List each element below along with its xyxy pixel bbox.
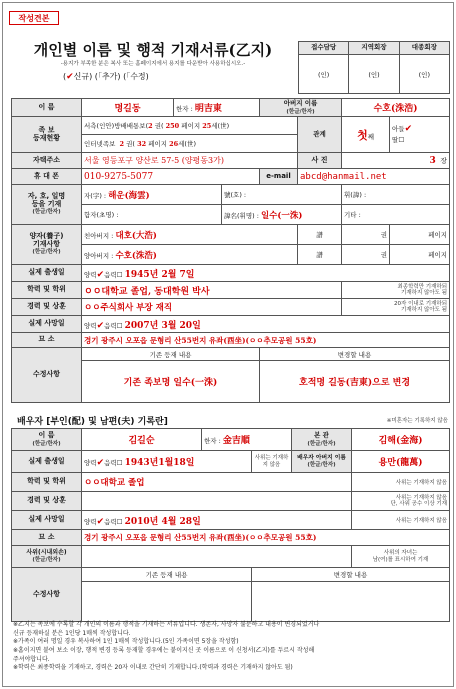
bracket-2: 「	[126, 72, 131, 81]
check-mark[interactable]: ✔	[66, 72, 74, 82]
sp-father-sub: (한글/한자)	[307, 461, 336, 468]
adopt-vol-label-2: 譜	[298, 245, 342, 265]
sp-son-in-law-sub: (한글/한자)	[32, 556, 61, 563]
spouse-title: 배우자 [부인(配) 및 남편(夫) 기록란]	[17, 417, 168, 427]
footnote-1: ※乙지는 족보에 수록할 각 개인의 이름과 행적을 기재하는 서류입니다. 생존자, 사망자 불문하고 내용이 변경되었거나	[13, 621, 320, 628]
before-header: 기존 등재 내용	[82, 348, 260, 361]
person-table: 이 름 명길동 한자 : 明吉東 아버지 이름 (한글/한자) 수호(洙浩) 족 보 등재현황 서측(인안)방배배통보(2 권( 250 페이지 25세(世) 관계 첫째 아들✔ 딸☐ 인터넷족보 2 권( 32 페이지 26세(世) 자택주소 서울 영등포구 양산로 57-5 (양평동3가) 사 진 3 장 휴 대 폰 010-9275-5077 e-mail abcd@hanmail.net 자, 호, 일명 등을 기재 (한글/한자) 자(字) : 해운(海雲) 號(호) : 휘(諱) : 함자(초명) : 諱名(휘명) : 일수(一洙) 기타 : 양자(養子) 기재사항 (한글/한자) 친아버지 : 대호(大浩) 譜 권 페이지 양아버지 : 수호(洙浩) 譜 권 페이지 실제 출생일 양력✔음력☐ 1945년 2월 7일 학력 및 학위 ㅇㅇ대학교 졸업, 동대학원 박사 최종학력만 기재하되 기재하지 않아도 됨 경력 및 상훈 ㅇㅇ주식회사 부장 재직 20자 이내로 기재하되 기재하지 않아도 됨 실제 사망일 양력✔음력☐ 2007년 3월 20일 묘 소 경기 광주시 오포읍 문형리 산55번지 유좌(酉坐)(ㅇㅇ추모공원 55호) 수정사항 기존 등재 내용 변경할 내용 기존 족보명 일수(一洙) 호적명 길동(吉東)으로 변경	[11, 98, 450, 403]
footnote-6: ※학력은 최종학력을 기재하고, 경력은 20자 이내로 간단히 기재합니다.(학력과 경력은 기재하지 않아도 됨)	[13, 664, 293, 672]
lineage-row2-gen[interactable]: 26	[169, 140, 179, 148]
stamp-col-3: 대종회장	[399, 42, 449, 55]
ho-label: 號(호) :	[222, 185, 342, 205]
opt-add[interactable]: 추가	[101, 72, 118, 81]
career-label: 경력 및 상훈	[12, 299, 82, 316]
paren-open: (	[63, 72, 67, 81]
form-type-options	[63, 71, 273, 82]
sp-grave-label: 묘 소	[12, 530, 82, 546]
death-label: 실제 사망일	[12, 316, 82, 333]
edu-note: 최종학력만 기재하되 기재하지 않아도 됨	[342, 282, 450, 299]
etc-label: 기타 :	[342, 205, 450, 225]
lineage-label: 족 보 등재현황	[12, 117, 82, 153]
hamja-label: 함자(초명) :	[82, 205, 222, 225]
hanja-value[interactable]: 明吉東	[194, 104, 222, 114]
sp-before-header: 기존 등재 내용	[82, 568, 252, 582]
stamp-seal-1[interactable]: (인)	[299, 55, 349, 94]
sp-father-label: 배우자 아버지 이름	[297, 455, 346, 462]
footnotes	[13, 621, 449, 673]
sp-grave-value[interactable]: 경기 광주시 오포읍 문형리 산55번지 유좌(酉坐)(ㅇㅇ추모공원 55호)	[82, 530, 450, 546]
birth-cal-check[interactable]: ✔	[96, 269, 105, 280]
father-sub: (한글/한자)	[286, 108, 315, 115]
rel-label: 관계	[298, 117, 342, 153]
ja-label: 자(字) :	[84, 191, 107, 200]
edu-value[interactable]: ㅇㅇ대학교 졸업, 동대학원 박사	[82, 282, 342, 299]
adopt-vol-unit-2: 권	[342, 245, 390, 265]
kwi-value[interactable]: 일수(一洙)	[260, 210, 303, 221]
grave-label: 묘 소	[12, 333, 82, 348]
bio-father-label: 친아버지 :	[84, 231, 114, 240]
lineage-row2-page[interactable]: 32	[137, 140, 147, 148]
stamp-col-2: 지역회장	[349, 42, 399, 55]
sp-career-note: 사위는 기재하지 않음 단, 사위 공수 이상 기재	[352, 492, 450, 511]
footnote-4: ※홈이지면 붙여 보소 이장, 행적 변경 등록 등재할 경우에는 붙이지신 곳 이름으로 이 신청서(乙지)를 두르시 작성해	[13, 647, 315, 655]
sp-death-note: 사위는 기재하지 않음	[352, 511, 450, 530]
photo-label: 사 진	[298, 153, 342, 169]
footnote-3: ※가족이 여러 명일 경우 복사하여 1인 1매씩 작성합니다.(5인 가족이면 5장을 작성함)	[13, 638, 239, 646]
adopt-sub: (한글/한자)	[32, 249, 61, 256]
sp-son-in-law-label: 사위(시내외손)	[26, 548, 67, 556]
death-cal-lunar[interactable]: 음력	[104, 321, 117, 330]
adopt-father-label: 양아버지 :	[84, 251, 114, 260]
bracket-1: 「	[97, 72, 102, 81]
career-note: 20자 이내로 기재하되 기재하지 않아도 됨	[342, 299, 450, 316]
stamp-seal-2[interactable]: (인)	[349, 55, 399, 94]
sp-birth-note: 사위는 기재하지 않음	[252, 451, 292, 473]
ja-value[interactable]: 해운(海雲)	[108, 190, 150, 201]
lineage-row2-gen-note: 世	[186, 140, 194, 148]
lineage-row2-gen-unit: 세(	[178, 140, 187, 148]
edit-label: 수정사항	[12, 348, 82, 403]
footnote-2: 신규 등재하실 분은 1인당 1매씩 작성합니다.	[13, 629, 131, 637]
sp-hanja-value[interactable]: 金吉順	[222, 436, 250, 446]
after-value[interactable]: 호적명 길동(吉東)으로 변경	[260, 361, 450, 403]
sp-name-value[interactable]: 김길순	[82, 429, 202, 451]
lineage-row2-mid: 권(	[126, 140, 135, 148]
sp-death-cal-solar[interactable]: 양력	[84, 517, 97, 526]
form-subtitle: -용지가 부족한 분은 복사 또는 홈페이지에서 용지를 다운받아 사용하십시오.-	[60, 61, 246, 67]
stamp-col-1: 접수담당	[299, 42, 349, 55]
sp-after-header: 변경할 내용	[252, 568, 450, 582]
sp-father-value[interactable]: 용만(龍萬)	[352, 451, 450, 473]
rel-value[interactable]: 첫	[357, 128, 368, 142]
sp-hanja-label: 한자 :	[204, 437, 221, 445]
before-value[interactable]: 기존 족보명 일수(一洙)	[82, 361, 260, 403]
adopt-vol-label-1: 譜	[298, 225, 342, 245]
name-value[interactable]: 명길동	[82, 99, 174, 117]
photo-count[interactable]: 3	[429, 155, 436, 166]
after-header: 변경할 내용	[260, 348, 450, 361]
sp-birth-value[interactable]: 1943년1월18일	[124, 458, 195, 468]
lineage-row1-gen[interactable]: 25	[202, 122, 212, 130]
edu-label: 학력 및 학위	[12, 282, 82, 299]
sp-death-cal-lunar[interactable]: 음력	[104, 517, 117, 526]
sp-name-sub: (한글/한자)	[32, 440, 61, 447]
hanja-label: 한자 :	[176, 105, 193, 113]
adopt-label: 양자(養子) 기재사항	[29, 231, 64, 248]
hwi-label: 휘(諱) :	[342, 185, 450, 205]
adopt-father-value[interactable]: 수호(洙浩)	[115, 250, 157, 261]
birth-value[interactable]: 1945년 2월 7일	[124, 269, 195, 280]
kwi-label: 諱名(휘명) :	[224, 211, 259, 220]
approval-stamp-box	[298, 41, 450, 94]
lineage-row2-post: 페이지	[148, 140, 168, 148]
opt-edit[interactable]: 수정	[130, 72, 146, 81]
birth-label: 실제 출생일	[12, 265, 82, 282]
adopt-page-unit-2: 페이지	[390, 245, 450, 265]
career-value[interactable]: ㅇㅇ주식회사 부장 재직	[82, 299, 342, 316]
sp-after-value[interactable]	[252, 582, 450, 622]
email-value[interactable]: abcd@hanmail.net	[298, 169, 450, 185]
name-label: 이 름	[12, 99, 82, 117]
sp-birth-cal-solar[interactable]: 양력	[84, 459, 97, 467]
address-label: 자택주소	[12, 153, 82, 169]
form-page	[2, 2, 454, 687]
email-label: e-mail	[260, 169, 298, 185]
spouse-note: ※미혼자는 기록하지 않음	[386, 418, 448, 424]
sp-death-label: 실제 사망일	[12, 511, 82, 530]
sp-birth-label: 실제 출생일	[12, 451, 82, 473]
daughter-option[interactable]: 딸	[392, 136, 399, 145]
sp-birth-cal-lunar[interactable]: 음력	[104, 459, 117, 467]
stamp-seal-3[interactable]: (인)	[399, 55, 449, 94]
death-cal-solar[interactable]: 양력	[84, 321, 97, 330]
death-cal-check[interactable]: ✔	[96, 320, 105, 331]
sp-edu-label: 학력 및 학위	[12, 473, 82, 492]
sp-son-in-law-value[interactable]	[82, 546, 352, 568]
phone-label: 휴 대 폰	[12, 169, 82, 185]
sp-career-value[interactable]	[82, 492, 352, 511]
grave-value[interactable]: 경기 광주시 오포읍 문형리 산55번지 유좌(酉坐)(ㅇㅇ추모공원 55호)	[82, 333, 450, 348]
sp-name-label: 이 름	[38, 430, 55, 439]
alias-sub: (한글/한자)	[32, 209, 61, 216]
bio-father-value[interactable]: 대호(大浩)	[115, 230, 157, 241]
sp-son-in-law-note: 사위의 자녀는 남(여)를 표시하여 기재	[352, 546, 450, 568]
son-option[interactable]: 아들	[392, 124, 405, 133]
adopt-page-unit-1: 페이지	[390, 225, 450, 245]
sp-edu-note: 사위는 기재하지 않음	[352, 473, 450, 492]
paren-close: )	[145, 72, 149, 81]
lineage-row1-mid: 권(	[154, 122, 164, 130]
sp-edit-label: 수정사항	[12, 568, 82, 622]
adopt-vol-unit-1: 권	[342, 225, 390, 245]
sp-clan-value[interactable]: 김해(金海)	[352, 429, 450, 451]
sp-clan-sub: (한글/한자)	[307, 440, 336, 447]
lineage-row1-post: 페이지	[181, 122, 201, 130]
birth-cal-solar[interactable]: 양력	[84, 270, 97, 279]
spouse-table: 이 름 (한글/한자) 김길순 한자 : 金吉順 본 관 (한글/한자) 김해(金海) 실제 출생일 양력✔음력☐ 1943년1월18일 사위는 기재하지 않음 배우자 아버지 이름 (한글/한자) 용만(龍萬) 학력 및 학위 ㅇㅇ대학교 졸업 사위는 기재하지 않음 경력 및 상훈 사위는 기재하지 않음 단, 사위 공수 이상 기재 실제 사망일 양력✔음력☐ 2010년 4월 28일 사위는 기재하지 않음 묘 소 경기 광주시 오포읍 문형리 산55번지 유좌(酉坐)(ㅇㅇ추모공원 55호) 사위(시내외손) (한글/한자) 사위의 자녀는 남(여)를 표시하여 기재 수정사항 기존 등재 내용 변경할 내용	[11, 428, 450, 622]
lineage-row1-page[interactable]: 250	[165, 122, 180, 130]
sp-birth-cal-check[interactable]: ✔	[96, 458, 105, 468]
sp-clan-label: 본 관	[314, 431, 329, 440]
death-value[interactable]: 2007년 3월 20일	[124, 320, 201, 331]
sp-edu-value[interactable]: ㅇㅇ대학교 졸업	[82, 473, 352, 492]
sp-before-value[interactable]	[82, 582, 252, 622]
lineage-row1-pre: 서측(인안)방배배통보(	[84, 122, 149, 130]
son-check[interactable]: ✔	[404, 123, 413, 134]
lineage-row2-vol[interactable]: 2	[119, 140, 125, 148]
lineage-row1-gen-unit: 세(	[211, 122, 221, 130]
photo-unit: 장	[440, 156, 448, 165]
sp-death-cal-check[interactable]: ✔	[96, 516, 105, 527]
address-value[interactable]: 서울 영등포구 양산로 57-5 (양평동3가)	[82, 153, 298, 169]
alias-label: 자, 호, 일명 등을 기재	[27, 191, 66, 208]
rel-unit: 째	[367, 132, 374, 141]
form-title: 개인별 이름 및 행적 기재서류(乙지)	[33, 41, 273, 59]
phone-value[interactable]: 010-9275-5077	[82, 169, 260, 185]
father-value[interactable]: 수호(洙浩)	[342, 99, 450, 117]
paren-sep-2: ) (	[117, 72, 127, 81]
opt-new[interactable]: 신규	[73, 72, 90, 81]
lineage-row1-vol[interactable]: 2	[148, 122, 153, 130]
father-label: 아버지 이름	[283, 99, 318, 108]
sample-badge: 작성견본	[9, 11, 59, 25]
birth-cal-lunar[interactable]: 음력	[104, 270, 117, 279]
lineage-row2-pre: 인터넷족보	[84, 140, 116, 148]
paren-sep-1: ) (	[89, 72, 98, 81]
sp-career-label: 경력 및 상훈	[12, 492, 82, 511]
sp-death-value[interactable]: 2010년 4월 28일	[124, 516, 201, 527]
footnote-5: 주셔야합니다.	[13, 655, 50, 663]
lineage-row1-gen-note: 世	[220, 122, 227, 130]
